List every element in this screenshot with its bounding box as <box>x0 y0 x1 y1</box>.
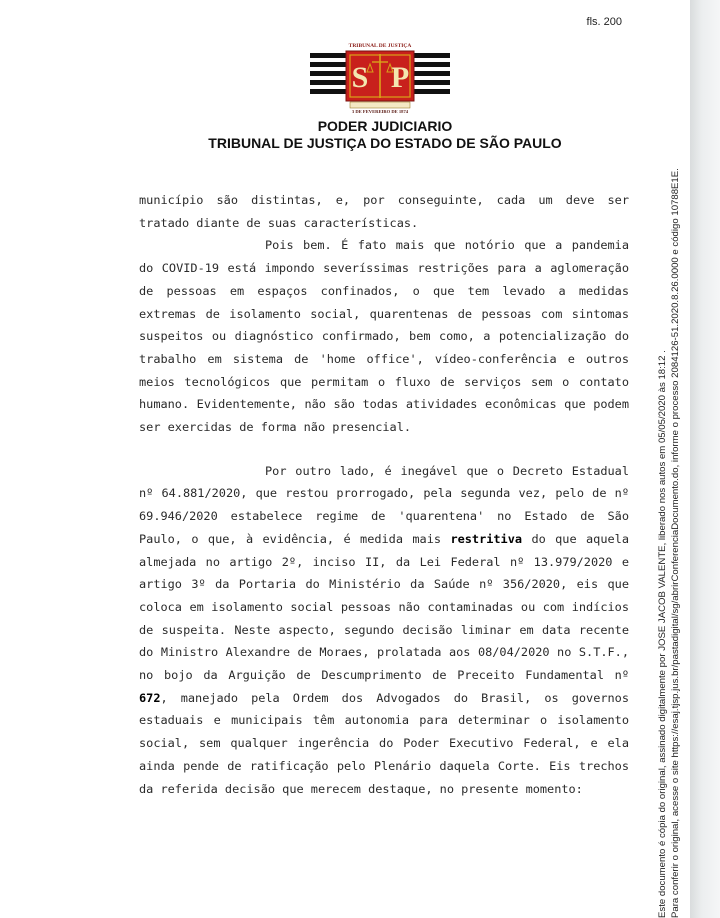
emblem-bottom-text: 3 DE FEVEREIRO DE 1874 <box>351 109 409 114</box>
paragraph-3-part-a: Por outro lado, é inegável que o Decreto Estadual nº 64.881/2020, que restou prorrogado, pela segunda vez, pelo de nº 69.946/2020 estabelece regime de 'quarentena' no Estado de São Paulo, o que, à evidência, é medida mais <box>139 463 629 546</box>
emblem-top-text: TRIBUNAL DE JUSTIÇA <box>348 43 412 49</box>
digital-signature-sidebar <box>648 140 696 918</box>
paragraph-3-part-b: do que aquela almejada no artigo 2º, inciso II, da Lei Federal nº 13.979/2020 e artigo 3º da Portaria do Ministério da Saúde nº 356/2020, eis que coloca em isolamento social pessoas não contaminadas ou com indícios de suspeita. Neste aspecto, segundo decisão liminar em data recente do Ministro Alexandre de Moraes, prolatada aos 08/04/2020 no S.T.F., no bojo da Arguição de Descumprimento de Preceito Fundamental nº <box>139 531 629 683</box>
bold-adpf-number: 672 <box>139 690 161 705</box>
page-number: fls. 200 <box>586 16 622 28</box>
header-line-1: PODER JUDICIARIO <box>317 118 453 134</box>
tjsp-emblem-logo <box>310 38 450 118</box>
paragraph-3 <box>139 460 629 801</box>
paragraph-2: Pois bem. É fato mais que notório que a pandemia do COVID-19 está impondo severíssimas restrições para a aglomeração de pessoas em espaços confinados, o que tem levado a medidas extremas de isolamento social, quarentenas de pessoas com sintomas suspeitos ou diagnóstico confirmado, bem como, a potencialização do trabalho em sistema de 'home office', vídeo-conferência e outros meios tecnológicos que permitam o fluxo de serviços sem o contato humano. Evidentemente, não são todas atividades econômicas que podem ser exercidas de forma não presencial. <box>139 238 629 435</box>
paragraph-1: município são distintas, e, por conseguinte, cada um deve ser tratado diante de suas características. <box>139 193 629 230</box>
document-header <box>140 118 630 152</box>
shield-letter-s: S <box>351 61 369 94</box>
document-body <box>139 189 629 800</box>
shield-letter-p: P <box>390 61 410 94</box>
signature-line-1: Este documento é cópia do original, assinado digitalmente por JOSE JACOB VALENTE, liberado nos autos em 05/05/2020 às 18:12 . <box>657 350 668 918</box>
paragraph-3-part-c: , manejado pela Ordem dos Advogados do Brasil, os governos estaduais e municipais têm autonomia para determinar o isolamento social, sem qualquer ingerência do Poder Executivo Federal, e ela ainda pende de ratificação pelo Plenário daquela Corte. Eis trechos da referida decisão que merecem destaque, no presente momento: <box>139 690 629 796</box>
header-line-2: TRIBUNAL DE JUSTIÇA DO ESTADO DE SÃO PAULO <box>208 135 562 151</box>
signature-line-2: Para conferir o original, acesse o site https://esaj.tjsp.jus.br/pastadigital/sg/abrirConferenciaDocumento.do, informe o processo 2084126-51.2020.8.26.0000 e código 10788E1E. <box>670 168 681 918</box>
bold-restritiva: restritiva <box>450 531 523 546</box>
